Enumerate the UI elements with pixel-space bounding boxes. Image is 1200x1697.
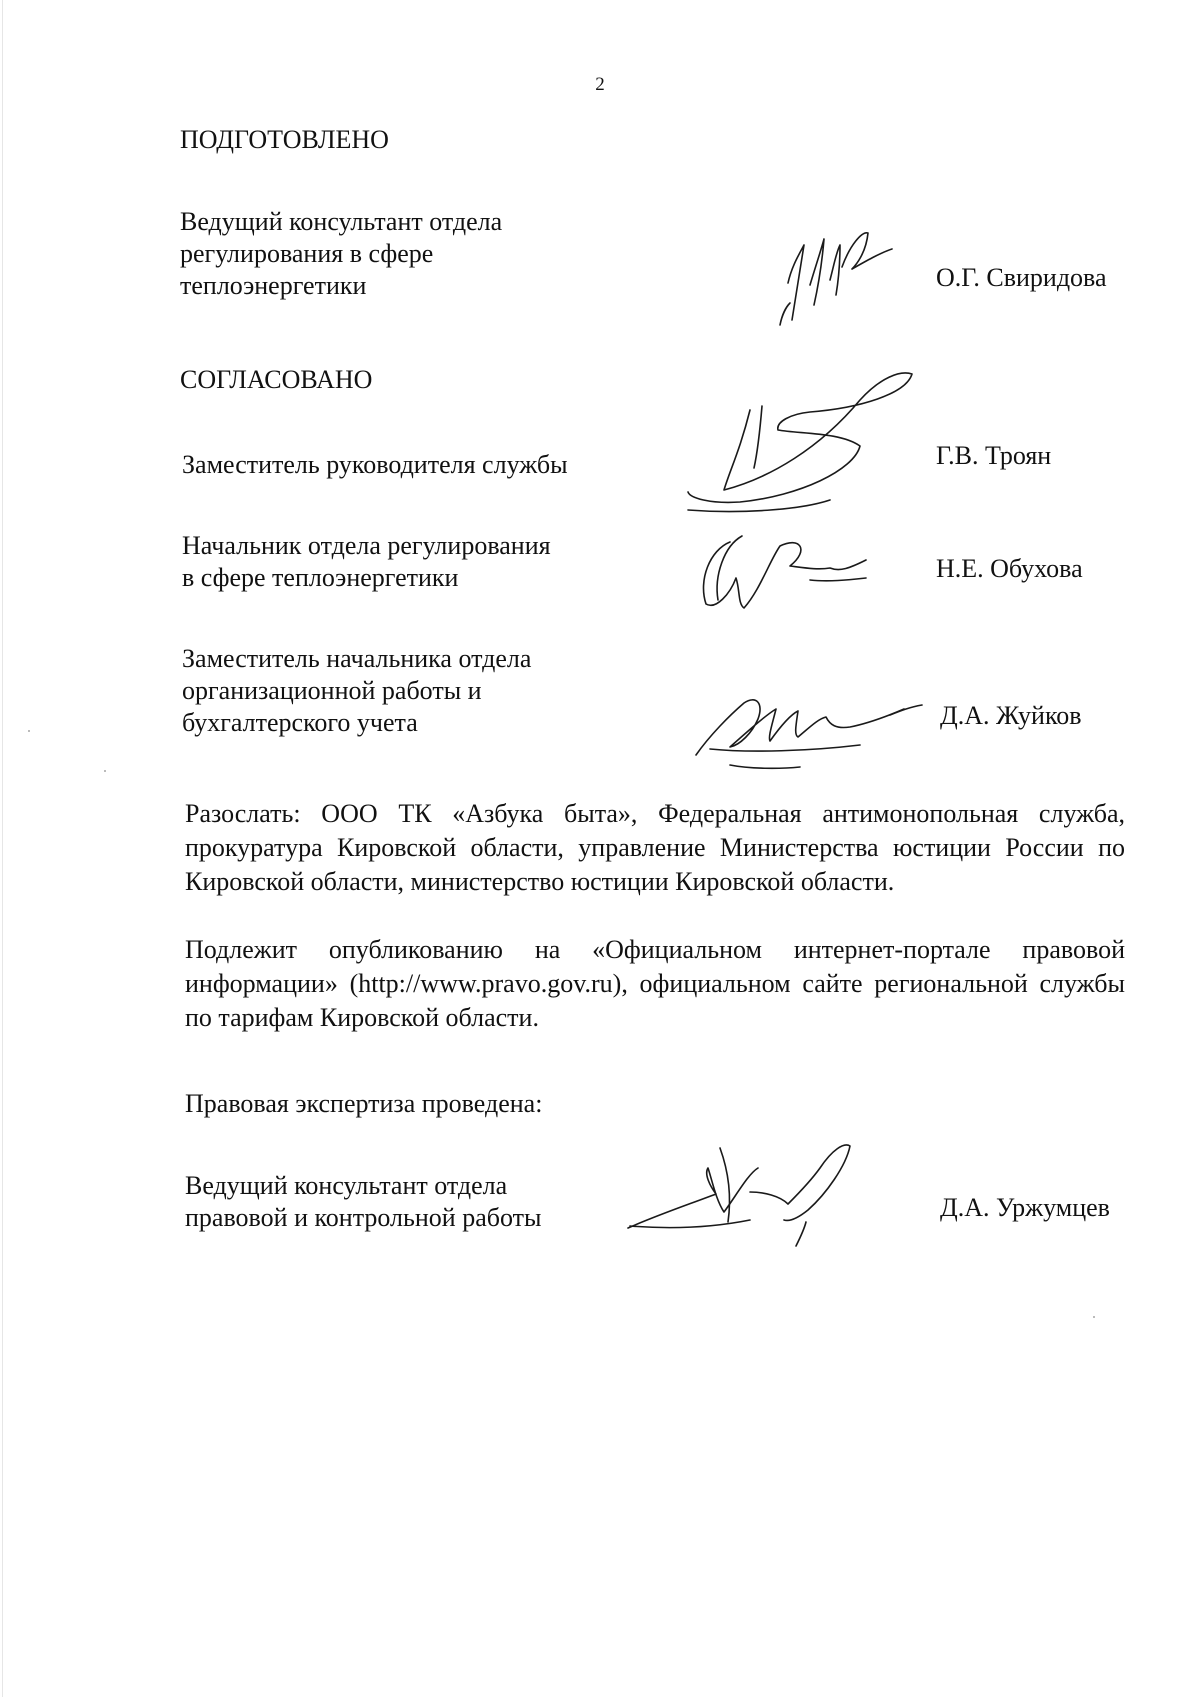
scan-speck (1093, 1316, 1095, 1318)
signature-troyan (680, 360, 940, 535)
signer-name: Н.Е. Обухова (936, 554, 1083, 583)
signature-zhuikov (690, 675, 940, 775)
legal-review-name: Д.А. Уржумцев (940, 1193, 1110, 1222)
legal-review-position-line: правовой и контрольной работы (185, 1203, 542, 1232)
signer-position-line: Заместитель руководителя службы (182, 450, 568, 479)
signer-position-line: бухгалтерского учета (182, 708, 418, 737)
prepared-heading: ПОДГОТОВЛЕНО (180, 125, 389, 154)
signer-position-line: Заместитель начальника отдела (182, 644, 532, 673)
legal-review-heading: Правовая экспертиза проведена: (185, 1089, 543, 1118)
signer-name: Г.В. Троян (936, 441, 1052, 470)
scan-speck (28, 730, 30, 732)
prepared-name: О.Г. Свиридова (936, 263, 1107, 292)
distribution-paragraph: Разослать: ООО ТК «Азбука быта», Федеральная антимонопольная служба, прокуратура Кировской области, управление Министерства юстиции России по Кировской области, министерство юстиции Кировской области. (185, 799, 1125, 896)
signer-position-line: организационной работы и (182, 676, 482, 705)
signature-sviridova (770, 225, 910, 335)
prepared-position-line: регулирования в сфере (180, 239, 434, 268)
signature-obukhova (690, 520, 890, 620)
page-edge (2, 0, 3, 1697)
prepared-position-line: Ведущий консультант отдела (180, 207, 503, 236)
page-number: 2 (595, 74, 605, 95)
signer-position-line: в сфере теплоэнергетики (182, 563, 459, 592)
scan-speck (104, 770, 106, 772)
prepared-position-line: теплоэнергетики (180, 271, 367, 300)
signer-position-line: Начальник отдела регулирования (182, 531, 551, 560)
legal-review-position-line: Ведущий консультант отдела (185, 1171, 508, 1200)
agreed-heading: СОГЛАСОВАНО (180, 365, 373, 394)
signer-name: Д.А. Жуйков (940, 701, 1082, 730)
publication-paragraph: Подлежит опубликованию на «Официальном интернет-портале правовой информации» (http://www.pravo.gov.ru), официальном сайте региональной службы по тарифам Кировской области. (185, 935, 1125, 1032)
signature-urzhumtsev (620, 1130, 880, 1250)
